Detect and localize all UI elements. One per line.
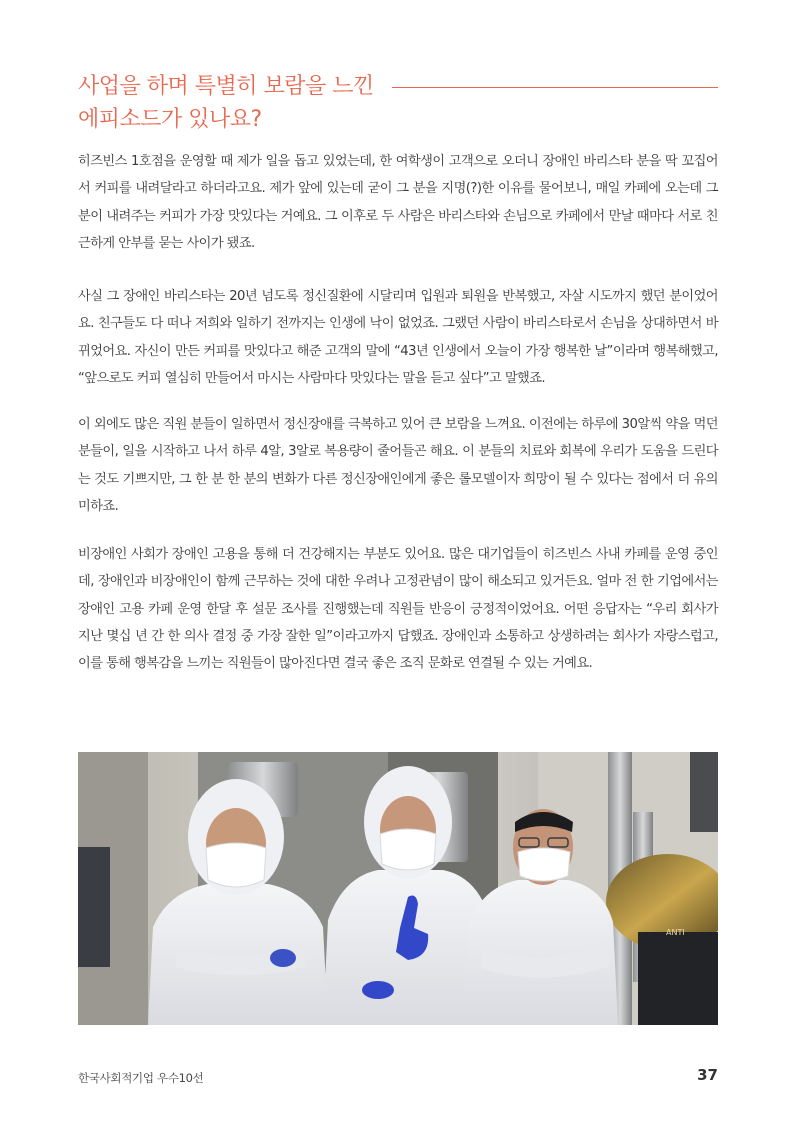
heading-text-2: 에피소드가 있나요? xyxy=(78,107,262,132)
paragraph-4: 비장애인 사회가 장애인 고용을 통해 더 건강해지는 부분도 있어요. 많은 대기업들이 히즈빈스 사내 카페를 운영 중인데, 장애인과 비장애인이 함께 근무하는 것에 대한 우려나 고정관념이 많이 해소되고 있거든요. 얼마 전 한 기업에서는 장애인 고용 카페 운영 한달 후 설문 조사를 진행했는데 직원들 반응이 긍정적이었어요. 어떤 응답자는 “우리 회사가 지난 몇십 년 간 한 의사 결정 중 가장 잘한 일”이라고까지 답했죠. 장애인과 소통하고 상생하려는 회사가 자랑스럽고, 이를 통해 행복감을 느끼는 직원들이 많아진다면 결국 좋은 조직 문화로 연결될 수 있는 거예요. xyxy=(78,547,718,672)
heading-text-1: 사업을 하며 특별히 보람을 느낀 xyxy=(78,74,374,99)
paragraph-1: 히즈빈스 1호점을 운영할 때 제가 일을 돕고 있었는데, 한 여학생이 고객으로 오더니 장애인 바리스타 분을 딱 꼬집어서 커피를 내려달라고 하더라고요. 제가 앞에 있는데 굳이 그 분을 지명(?)한 이유를 물어보니, 매일 카페에 오는데 그 분이 내려주는 커피가 가장 맛있다는 거예요. 그 이후로 두 사람은 바리스타와 손님으로 카페에서 만날 때마다 서로 친근하게 안부를 묻는 사이가 됐죠. xyxy=(78,154,718,251)
footer-publication: 한국사회적기업 우수10선 xyxy=(78,1071,204,1085)
section-heading xyxy=(78,70,718,136)
heading-line-1 xyxy=(78,70,718,103)
paragraph-3: 이 외에도 많은 직원 분들이 일하면서 정신장애를 극복하고 있어 큰 보람을 느껴요. 이전에는 하루에 30알씩 약을 먹던 분들이, 일을 시작하고 나서 하루 4알, 3알로 복용량이 줄어들곤 해요. 이 분들의 치료와 회복에 우리가 도움을 드린다는 것도 기쁘지만, 그 한 분 한 분의 변화가 다른 정신장애인에게 좋은 롤모델이자 희망이 될 수 있다는 점에서 더 유의미하죠. xyxy=(78,417,718,514)
staff-photo-illustration xyxy=(78,752,718,1025)
heading-rule xyxy=(392,87,718,88)
page-number: 37 xyxy=(697,1066,718,1084)
staff-photo xyxy=(78,752,718,1025)
paragraph-2: 사실 그 장애인 바리스타는 20년 넘도록 정신질환에 시달리며 입원과 퇴원을 반복했고, 자살 시도까지 했던 분이었어요. 친구들도 다 떠나 저희와 일하기 전까지는 인생에 낙이 없었죠. 그랬던 사람이 바리스타로서 손님을 상대하면서 바뀌었어요. 자신이 만든 커피를 맛있다고 해준 고객의 말에 “43년 인생에서 오늘이 가장 행복한 날”이라며 행복해했고, “앞으로도 커피 열심히 만들어서 마시는 사람마다 맛있다는 말을 듣고 싶다”고 말했죠. xyxy=(78,289,718,386)
machine-label: ANTI xyxy=(666,928,685,937)
